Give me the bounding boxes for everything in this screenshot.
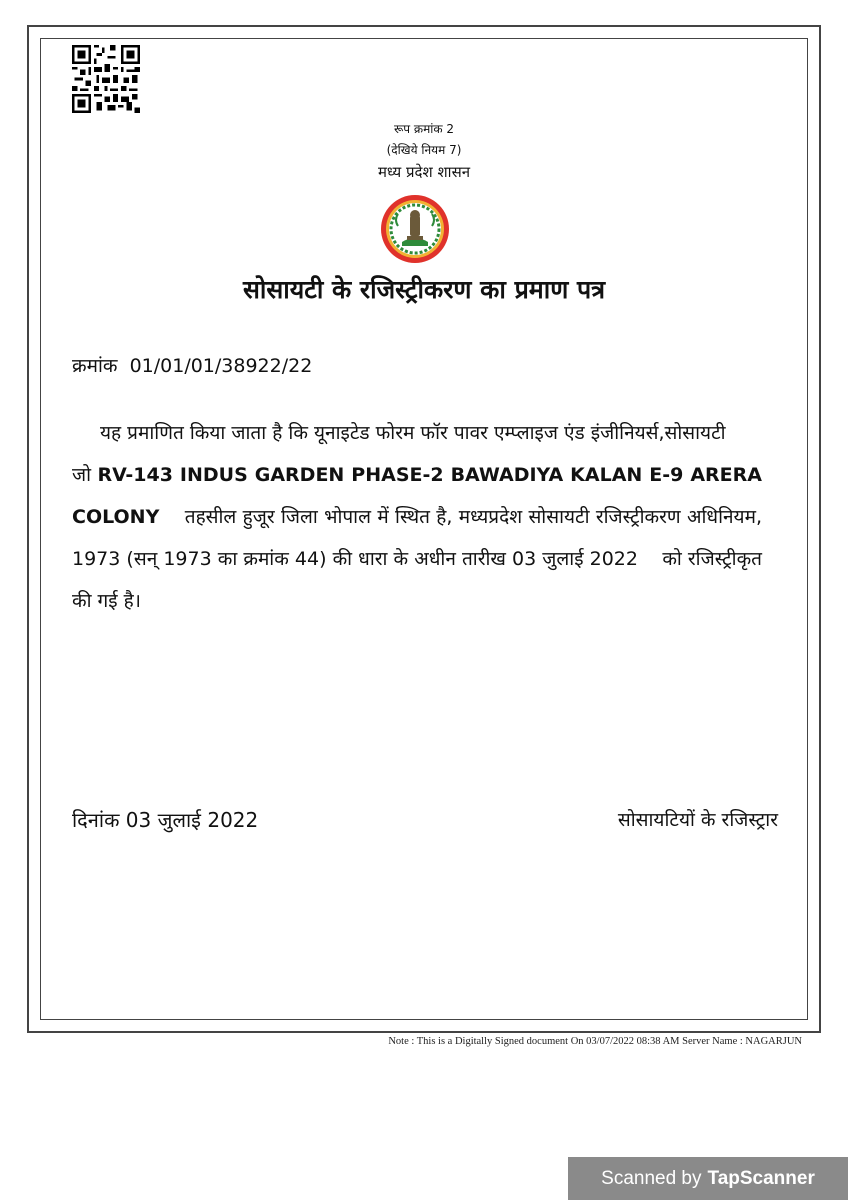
certificate-body — [72, 412, 762, 622]
registration-date: 03 जुलाई 2022 — [512, 548, 638, 570]
closing-text: को रजिस्ट्रीकृत की गई है। — [72, 548, 763, 612]
mp-state-emblem-icon — [380, 194, 450, 264]
scanner-watermark — [568, 1157, 848, 1200]
tehsil-text: तहसील हुजूर जिला भोपाल में स्थित है, मध्यप्रदेश सोसायटी रजिस्ट्रीकरण अधिनियम, 1973 (सन् 1973 का क्रमांक 44) की धारा के अधीन तारीख — [72, 506, 762, 570]
located-word: जो — [72, 464, 92, 486]
certificate-number-value: 01/01/01/38922/22 — [129, 355, 313, 377]
body-intro: यह प्रमाणित किया जाता है कि — [100, 422, 308, 444]
scanner-brand: TapScanner — [707, 1167, 815, 1189]
government-name: मध्य प्रदेश शासन — [377, 163, 471, 181]
certificate-number-label: क्रमांक — [72, 355, 118, 377]
digital-signature-note: Note : This is a Digitally Signed document On 03/07/2022 08:38 AM Server Name : NAGARJUN — [388, 1036, 802, 1047]
certificate-number — [72, 352, 312, 378]
form-number: रूप क्रमांक 2 — [393, 122, 455, 136]
qr-code-icon — [72, 45, 140, 113]
issue-date: दिनांक 03 जुलाई 2022 — [72, 808, 259, 832]
society-name: यूनाइटेड फोरम फॉर पावर एम्प्लाइज एंड इंजीनियर्स,सोसायटी — [314, 422, 726, 444]
registrar-designation: सोसायटियों के रजिस्ट्रार — [617, 809, 778, 831]
certificate-title: सोसायटी के रजिस्ट्रीकरण का प्रमाण पत्र — [243, 275, 605, 304]
rule-reference: (देखिये नियम 7) — [386, 143, 462, 157]
society-address: RV-143 INDUS GARDEN PHASE-2 BAWADIYA KALAN E-9 ARERA COLONY — [72, 464, 762, 528]
scanner-prefix: Scanned by — [601, 1167, 702, 1189]
